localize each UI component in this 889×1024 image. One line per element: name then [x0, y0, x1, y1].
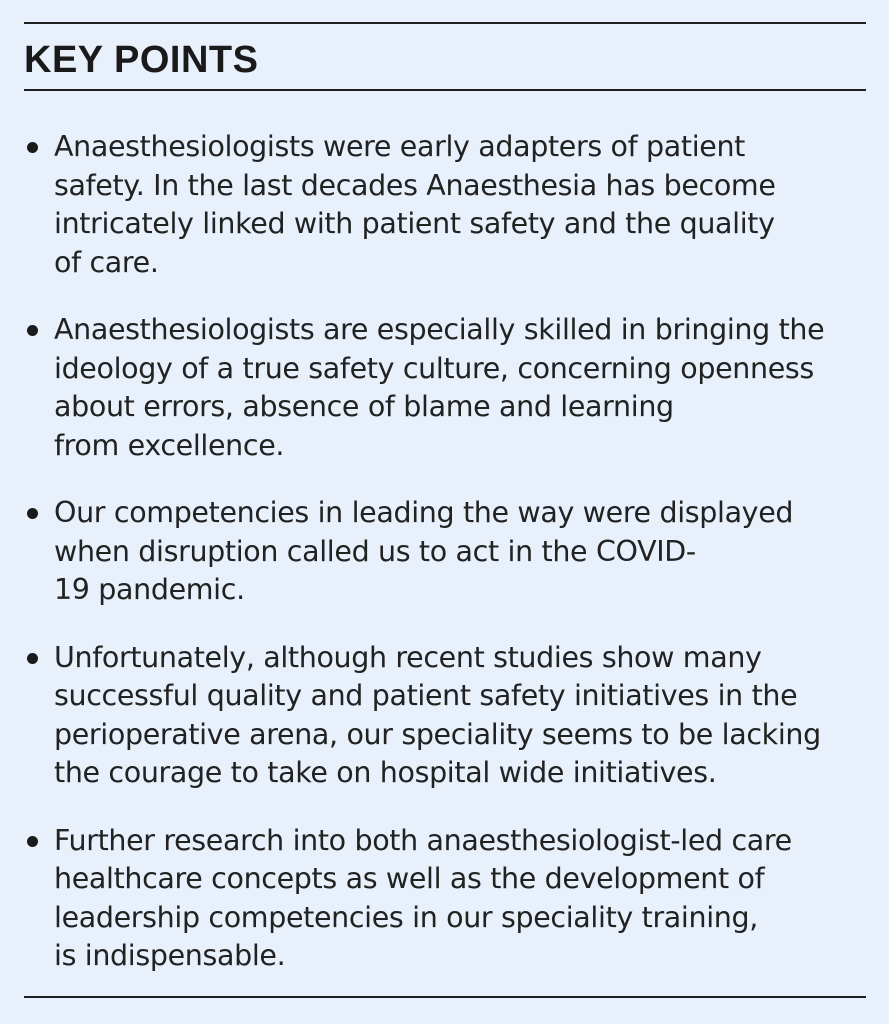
key-point-line: Anaesthesiologists are especially skilled in bringing the: [54, 313, 825, 346]
key-point-line: successful quality and patient safety initiatives in the: [54, 679, 798, 712]
key-point-5: [24, 822, 869, 976]
key-point-line: Our competencies in leading the way were displayed: [54, 496, 794, 529]
key-point-line: Unfortunately, although recent studies show many: [54, 640, 762, 674]
key-point-2: [24, 311, 869, 465]
key-point-line: safety. In the last decades Anaesthesia has become: [54, 168, 776, 202]
key-point-line: healthcare concepts as well as the development of: [54, 862, 765, 895]
bullet-icon: [27, 142, 38, 153]
key-points-list: [24, 128, 869, 1005]
key-point-line: intricately linked with patient safety and the quality: [54, 207, 775, 240]
bullet-icon: [27, 508, 38, 519]
key-point-line: about errors, absence of blame and learning: [54, 390, 674, 423]
key-point-line: 19 pandemic.: [54, 573, 245, 606]
key-point-line: is indispensable.: [54, 939, 286, 972]
key-point-line: ideology of a true safety culture, concerning openness: [54, 351, 814, 385]
key-point-line: perioperative arena, our speciality seems to be lacking: [54, 717, 821, 751]
key-point-line: leadership competencies in our speciality training,: [54, 900, 758, 934]
key-point-line: from excellence.: [54, 428, 285, 462]
key-point-line: the courage to take on hospital wide initiatives.: [54, 756, 717, 789]
key-point-4: [24, 639, 869, 793]
section-heading: KEY POINTS: [24, 39, 259, 81]
bullet-icon: [27, 653, 38, 664]
key-point-line: of care.: [54, 245, 159, 279]
bullet-icon: [27, 325, 38, 336]
key-point-line: Further research into both anaesthesiologist-led care: [54, 823, 792, 857]
heading-rule: [24, 89, 866, 91]
bullet-icon: [27, 836, 38, 847]
key-point-line: Anaesthesiologists were early adapters of patient: [54, 130, 746, 163]
top-rule: [24, 22, 866, 24]
key-point-line: when disruption called us to act in the COVID-: [54, 534, 696, 568]
key-point-3: [24, 494, 869, 610]
bottom-rule: [24, 996, 866, 998]
key-point-1: [24, 128, 869, 282]
